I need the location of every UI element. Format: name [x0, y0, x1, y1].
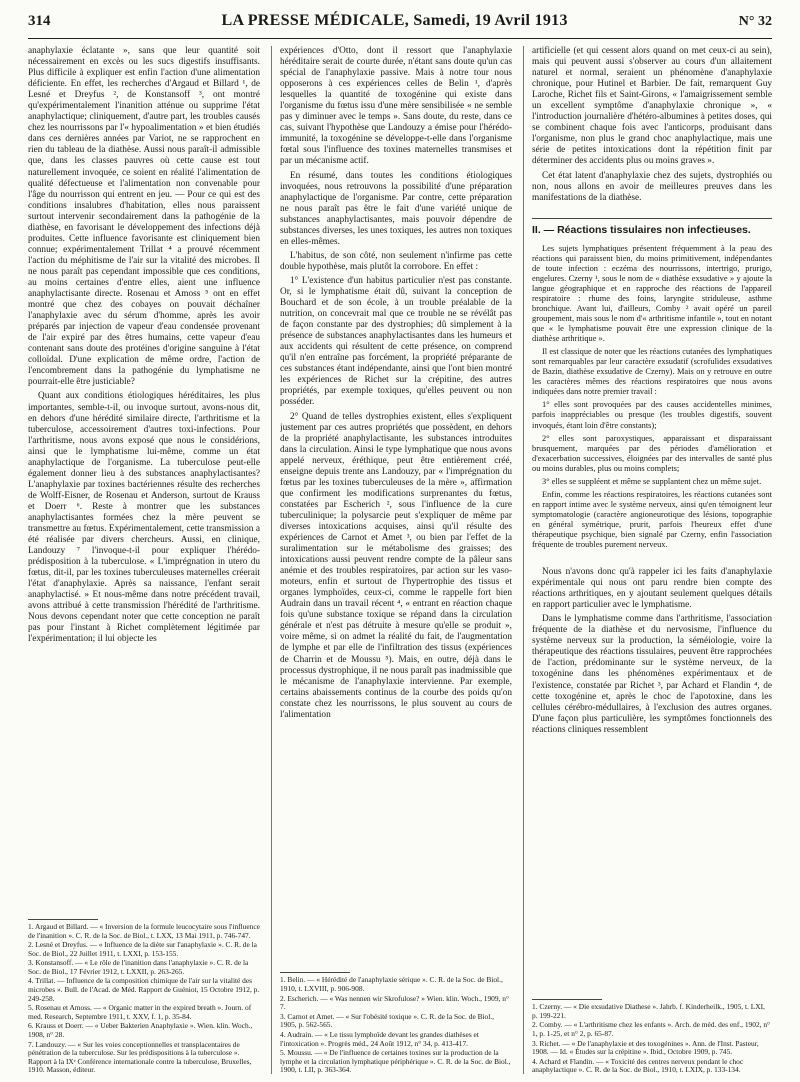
header-rule: [28, 38, 772, 39]
footnotes: [28, 919, 260, 1076]
footnote: 7. Landouzy. — « Sur les voies conceptionnelles et transplacentaires de pénétration de la tuberculose. Sur les prédispositions à la tuberculose ». Rapport à la IXᵉ Conférence internationale contre la tuberculose, Bruxelles, 1910. Masson, éditeur.: [28, 1039, 252, 1075]
body-paragraph: Quant aux conditions étiologiques héréditaires, les plus importantes, semble-t-il, ou invoque surtout, avons-nous dit, en dehors d'une hérédité similaire directe, l'arthritisme et la tuberculose, accessoirement d'autres toxi-infections. Pour l'arthritisme, nous avons exposé que nous le considérions, ainsi que le lymphatisme lui-même, comme un état anaphylactique de l'organisme. La tuberculose peut-elle également donner lieu à des substances anaphylactisantes? L'anaphylaxie par toxines bactériennes résulte des recherches de Wolff-Eisner, de Rosenau et Anderson, surtout de Krauss et Doerr ⁶. Reste à montrer que les substances anaphylactisantes formées chez la mère peuvent se transmettre au fœtus. Expérimentalement, cette transmission a été réalisée par divers chercheurs. Aussi, en clinique, Landouzy ⁷ l'invoque-t-il pour expliquer l'hérédo-prédisposition à la tuberculose. « L'imprégnation in utero du fœtus, dit-il, par les toxines tuberculeuses maternelles créerait l'état d'anaphylaxie. Après sa naissance, l'enfant serait anaphylactisé. » Et nous-même dans notre précédent travail, avons attribué à cette transmission l'hérédité de l'arthritisme. Nous devons cependant noter que cette conception ne paraît pas pour l'instant à Richet complètement légitimée par l'expérimentation; il lui objecte les: [28, 391, 260, 645]
column-2: [280, 46, 512, 1076]
footnote: 4. Trillat. — Influence de la composition chimique de l'air sur la vitalité des microbes ». Bull. de l'Acad. de Méd. Rapport de Guéniot, 15 Octobre 1912, p. 249-258.: [28, 976, 260, 1003]
column-divider: [271, 46, 272, 1074]
footnote: 1. Belin. — « Hérédité de l'anaphylaxie sérique ». C. R. de la Soc. de Biol., 1910, t. LXVIII, p. 906-908.: [280, 975, 503, 994]
body-paragraph: Nous n'avons donc qu'à rappeler ici les faits d'anaphylaxie expérimentale qui nous ont paru rendre bien compte des réactions arthritiques, en y ajoutant seulement quelques détails en rapport particulier avec le lymphatisme.: [532, 567, 772, 611]
body-paragraph: anaphylaxie éclatante », sans que leur quantité soit nécessairement en excès ou les sucs digestifs insuffisants. Plus difficile à expliquer est enfin l'action d'une alimentation déficiente. En effet, les recherches d'Argaud et Billard ¹, de Lesné et Dreyfus ², de Konstansoff ³, ont montré qu'expérimentalement l'inanition atténue ou supprime l'état anaphylactique; cliniquement, d'autre part, les troubles causés chez les nourrissons par l'« hypoalimentation » et bien étudiés dans ces dernières années par Variot, ne se rapprochent en rien du tableau de la diathèse. Aussi nous paraît-il admissible que, dans les classes pauvres où cette cause est tout naturellement invoquée, ce soient en réalité l'alimentation de qualité défectueuse et l'alimentation non convenable pour l'âge du nourrisson qui entrent en jeu. — Pour ce qui est des conditions insalubres d'habitation, elles nous paraissent surtout intervenir secondairement dans la pathogénie de la diathèse, en favorisant le développement des infections déjà produites. Cette influence favorisante est cliniquement bien connue; expérimentalement Trillat ⁴ a prouvé récemment l'action du méphitisme de l'air sur la vitalité des microbes. Il ne nous paraît pas cependant impossible que ces conditions, au moins certaines d'entre elles, aient une influence anaphylactisante directe. Rosenau et Amoss ⁵ ont en effet montré que chez des cobayes on pouvait déchaîner l'anaphylaxie avec du sérum d'homme, après les avoir préparés par injection de vapeur d'eau condensée provenant de l'air expiré par des êtres humains, cette vapeur d'eau contenant sans doute des protéines d'origine sanguine à l'état colloïdal. D'une explication de même ordre, l'action de l'encombrement dans la pathogénie du lymphatisme ne pourrait-elle être justiciable?: [28, 46, 260, 388]
footnote: 5. Moussu. — « De l'influence de certaines toxines sur la production de la lymphe et la circulation lymphatique périphérique ». C. R. de la Soc. de Biol., 1900, t. LII, p. 363-364.: [280, 1048, 511, 1075]
body-paragraph: En résumé, dans toutes les conditions étiologiques invoquées, nous retrouvons la possibilité d'une préparation anaphylactique de l'organisme. Par contre, cette préparation ne nous paraît pas être le fait d'une variété unique de substances anaphylactisantes, mais pouvoir dépendre de substances diverses, les unes toxiques, les autres non toxiques en elles-mêmes.: [280, 170, 512, 247]
footnote: 6. Krauss et Doerr. — « Ueber Bakterien Anaphylaxie ». Wien. klin. Woch., 1908, n° 28.: [28, 1021, 253, 1040]
body-paragraph-small: Les sujets lymphatiques présentent fréquemment à la peau des réactions qui paraissent bien, du moins primitivement, indépendantes de toute infection : eczéma des nourrissons, intertrigo, prurigo, engelures. Czerny ¹, sous le nom de « diathèse exsudative » y ajoute la langue géographique et en rapproche des réactions de l'appareil respiratoire : rhume des foins, laryngite striduleuse, asthme bronchique. Avant lui, d'ailleurs, Comby ² avait opéré un pareil groupement, mais sous le nom d'« arthritisme infantile », tout en notant que « le lymphatisme pouvait être une expression clinique de la diathèse arthritique ».: [532, 243, 772, 344]
issue-date: Samedi, 19 Avril 1913: [413, 12, 568, 29]
column-3: [532, 46, 772, 1076]
footnote: 2. Escherich. — « Was nennen wir Skrofulose? » Wien. klin. Woch., 1909, n° 7.: [280, 993, 509, 1012]
column-divider: [523, 46, 524, 1074]
journal-title: LA PRESSE MÉDICALE,: [221, 12, 410, 29]
body-paragraph: 2° Quand de telles dystrophies existent, elles s'expliquent justement par ces autres propriétés que possèdent, en dehors de la propriété anaphylactisante, les substances introduites dans la circulation. Ainsi le type lymphatique que nous avons appelé nerveux, éréthique, peut être entièrement créé, enseigne depuis trente ans Landouzy, par « l'imprégnation du fœtus par les toxines tuberculeuses de la mère », affirmation que confirment les modifications surprenantes du fœtus, constatées par Escherich ², sous l'influence de la cure tuberculinique; la polysarcie peut s'expliquer de même par diverses intoxications acquises, ainsi qu'il résulte des expériences de Carnot et Amet ³, ou bien par l'effet de la suralimentation sur le métabolisme des graisses; des intoxications aussi peuvent rendre compte de la pâleur sans anémie et des troubles respiratoires, par action sur les vaso-moteurs, enfin et surtout de l'hypertrophie des tissus et organes lymphoïdes, ceux-ci, comme le rappelle fort bien Audrain dans un travail récent ⁴, « entrant en réaction chaque fois qu'une substance toxique se répand dans la circulation générale et n'est pas détruite à mesure qu'elle se produit », voire même, si on admet la réalité du fait, de l'augmentation de lymphe et par elle de l'infiltration des tissus (expériences de Charrin et de Moussu ⁵). Mais, en outre, déjà dans le processus dystrophique, il ne nous paraît pas inadmissible que le mécanisme de l'anaphylaxie intervienne. Par exemple, certains abaissements continus de la courbe des poids qu'on constate chez les nourrissons, le plus souvent au cours de l'alimentation: [280, 411, 512, 720]
footnotes: [280, 972, 512, 1076]
body-paragraph: Cet état latent d'anaphylaxie chez des sujets, dystrophiés ou non, nous allons en avoir de meilleures preuves dans les manifestations de la diathèse.: [532, 170, 772, 203]
column-1: [28, 46, 260, 1076]
body-paragraph-small: 1° elles sont provoquées par des causes accidentelles minimes, parfois inappréciables ou presque (les troubles digestifs, souvent invoqués, étant loin d'être constants);: [532, 400, 772, 430]
journal-title-line: [221, 12, 567, 30]
footnote: 3. Konstansoff. — « Le rôle de l'inanition dans l'anaphylaxie ». C. R. de la Soc. de Biol., 17 Février 1912, t. LXXII, p. 263-265.: [28, 958, 249, 976]
body-paragraph-small: 2° elles sont paroxystiques, apparaissant et disparaissant brusquement, marquées par des périodes d'amélioration et d'exacerbation successives, éloignées par des intervalles de santé plus ou moins durables, plus ou moins complets;: [532, 433, 772, 473]
body-paragraph: expériences d'Otto, dont il ressort que l'anaphylaxie héréditaire serait de courte durée, n'étant sans doute qu'un cas spécial de l'anaphylaxie passive. Mais à notre tour nous opposerons à ces expériences celles de Belin ¹, d'après lesquelles la quantité de toxogénine qui existe dans l'organisme du fœtus issu d'une mère sensibilisée « ne semble pas y diminuer avec le temps ». Sans doute, du reste, dans ce cas, suivant l'hypothèse que Landouzy a émise pour l'hérédo-immunité, la toxogénine se développe-t-elle dans l'organisme fœtal sous l'influence des toxines maternelles transmises et par un mécanisme actif.: [280, 46, 512, 167]
body-paragraph: L'habitus, de son côté, non seulement n'infirme pas cette double hypothèse, mais plutôt la corrobore. En effet :: [280, 250, 512, 272]
footnote: 3. Carnot et Amet. — « Sur l'obésité toxique ». C. R. de la Soc. de Biol., 1905, p. 562-565.: [280, 1011, 494, 1030]
body-paragraph: 1° L'existence d'un habitus particulier n'est pas constante. Or, si le lymphatisme était dû, suivant la conception de Bouchard et de son école, à un trouble préalable de la nutrition, on concevrait mal que ce trouble ne se révélât pas de façon constante par des dystrophies; dû simplement à la présence de substances anaphylactisantes dans les humeurs et aux accidents qui résultent de cette présence, on comprend qu'il n'en entraîne pas forcément, la propriété préparante de ces substances étant indépendante, ainsi que l'ont bien montré les expériences de Richet sur la crépitine, des autres propriétés, par exemple toxiques, qu'elles peuvent ou non posséder.: [280, 275, 512, 408]
footnote-rule: [280, 972, 350, 973]
footnote: 5. Rosenau et Amoss. — « Organic matter in the expired breath ». Journ. of med. Research, Septembre 1911, t. XXV, f. 1, p. 35-84.: [28, 1003, 252, 1021]
footnote: 3. Richet. — « De l'anaphylaxie et des toxogénines ». Ann. de l'Inst. Pasteur, 1908. — Id. « Études sur la crépitine ». Ibid., Octobre 1909, p. 745.: [532, 1038, 759, 1057]
footnote: 4. Achard et Flandin. — « Toxicité des centres nerveux pendant le choc anaphylactique ». C. R. de la Soc. de Biol., 1910, t. LXIX, p. 133-134.: [532, 1056, 744, 1075]
body-paragraph-small: Il est classique de noter que les réactions cutanées des lymphatiques sont remarquables par leur caractère exsudatif (scrofulides exsudatives de Bazin, diathèse exsudative de Czerny). Mais on y retrouve en outre les caractères mêmes des réactions respiratoires que nous avons indiquées dans notre premier travail :: [532, 347, 772, 397]
footnote: 4. Audrain. — « Le tissu lymphoïde devant les grandes diathèses et l'intoxication ». Progrès méd., 24 Août 1912, n° 34, p. 413-417.: [280, 1030, 479, 1048]
spacer: [532, 553, 772, 567]
section-heading: II. — Réactions tissulaires non infectieuses.: [532, 218, 772, 236]
footnote-rule: [532, 999, 602, 1000]
body-paragraph-small: Enfin, comme les réactions respiratoires, les réactions cutanées sont en rapport intime avec le système nerveux, ainsi qu'en témoignent leur symptomatologie (caractère angioneurotique des lésions, topographie en général symétrique, prurit, parfois l'heureux effet d'une thérapeutique psychique, bien signalé par Czerny, enfin l'association fréquente de troubles purement nerveux.: [532, 489, 772, 550]
footnote: 2. Comby. — « L'arthritisme chez les enfants ». Arch. de méd. des enf., 1902, n° 1, p. 1-25, et n° 2, p. 65-87.: [532, 1020, 770, 1039]
page-header: [28, 12, 772, 40]
footnote: 1. Argaud et Billard. — « Inversion de la formule leucocytaire sous l'influence de l'inanition ». C. R. de la Soc. de Biol., t. LXX, 13 Mai 1911, p. 746-747.: [28, 921, 260, 940]
body-paragraph: Dans le lymphatisme comme dans l'arthritisme, l'association fréquente de la diathèse et du nervosisme, l'influence du système nerveux sur la production, la séméiologie, voire la thérapeutique des réactions tissulaires, peuvent être rapprochées de l'action, prédominante sur le système nerveux, de la toxogénine dans les phénomènes expérimentaux et de l'existence, constatée par Richet ³, par Achard et Flandin ⁴, de cette toxogénine et, après le choc de l'apotoxine, dans les cellules cérébro-médullaires, à l'exclusion des autres organes. D'une façon plus particulière, les symptômes fonctionnels des réactions cliniques ressemblent: [532, 614, 772, 735]
footnote: 1. Czerny. — « Die exsudative Diathese ». Jahrb. f. Kinderheilk., 1905, t. LXI, p. 199-221.: [532, 1002, 765, 1020]
body-paragraph-small: 3° elles se suppléent et même se supplantent chez un même sujet.: [542, 476, 762, 486]
page-number: 314: [28, 13, 51, 29]
body-paragraph: artificielle (et qui cessent alors quand on met ceux-ci au sein), mais qui peuvent aussi s'observer au cours d'un allaitement naturel et normal, seraient un phénomène d'anaphylaxie chronique, pour Hutinel et Barbier. De fait, remarquent Guy Laroche, Richet fils et Saint-Girons, « l'amaigrissement semble un excellent symptôme d'anaphylaxie chronique », « l'introduction journalière d'hétéro-albumines à petites doses, qui se combinent chaque fois avec l'anticorps, produisant dans l'organisme, non plus le grand choc anaphylactique, mais une série de petites intoxications dont la répétition finit par déterminer des accidents plus ou moins graves ».: [532, 46, 772, 167]
issue-number: N° 32: [738, 14, 772, 29]
footnotes: [532, 999, 772, 1076]
footnote-rule: [28, 919, 98, 920]
footnote: 2. Lesné et Dreyfus. — « Influence de la diète sur l'anaphylaxie ». C. R. de la Soc. de Biol., 22 Juillet 1911, t. LXXI, p. 153-155.: [28, 940, 257, 958]
